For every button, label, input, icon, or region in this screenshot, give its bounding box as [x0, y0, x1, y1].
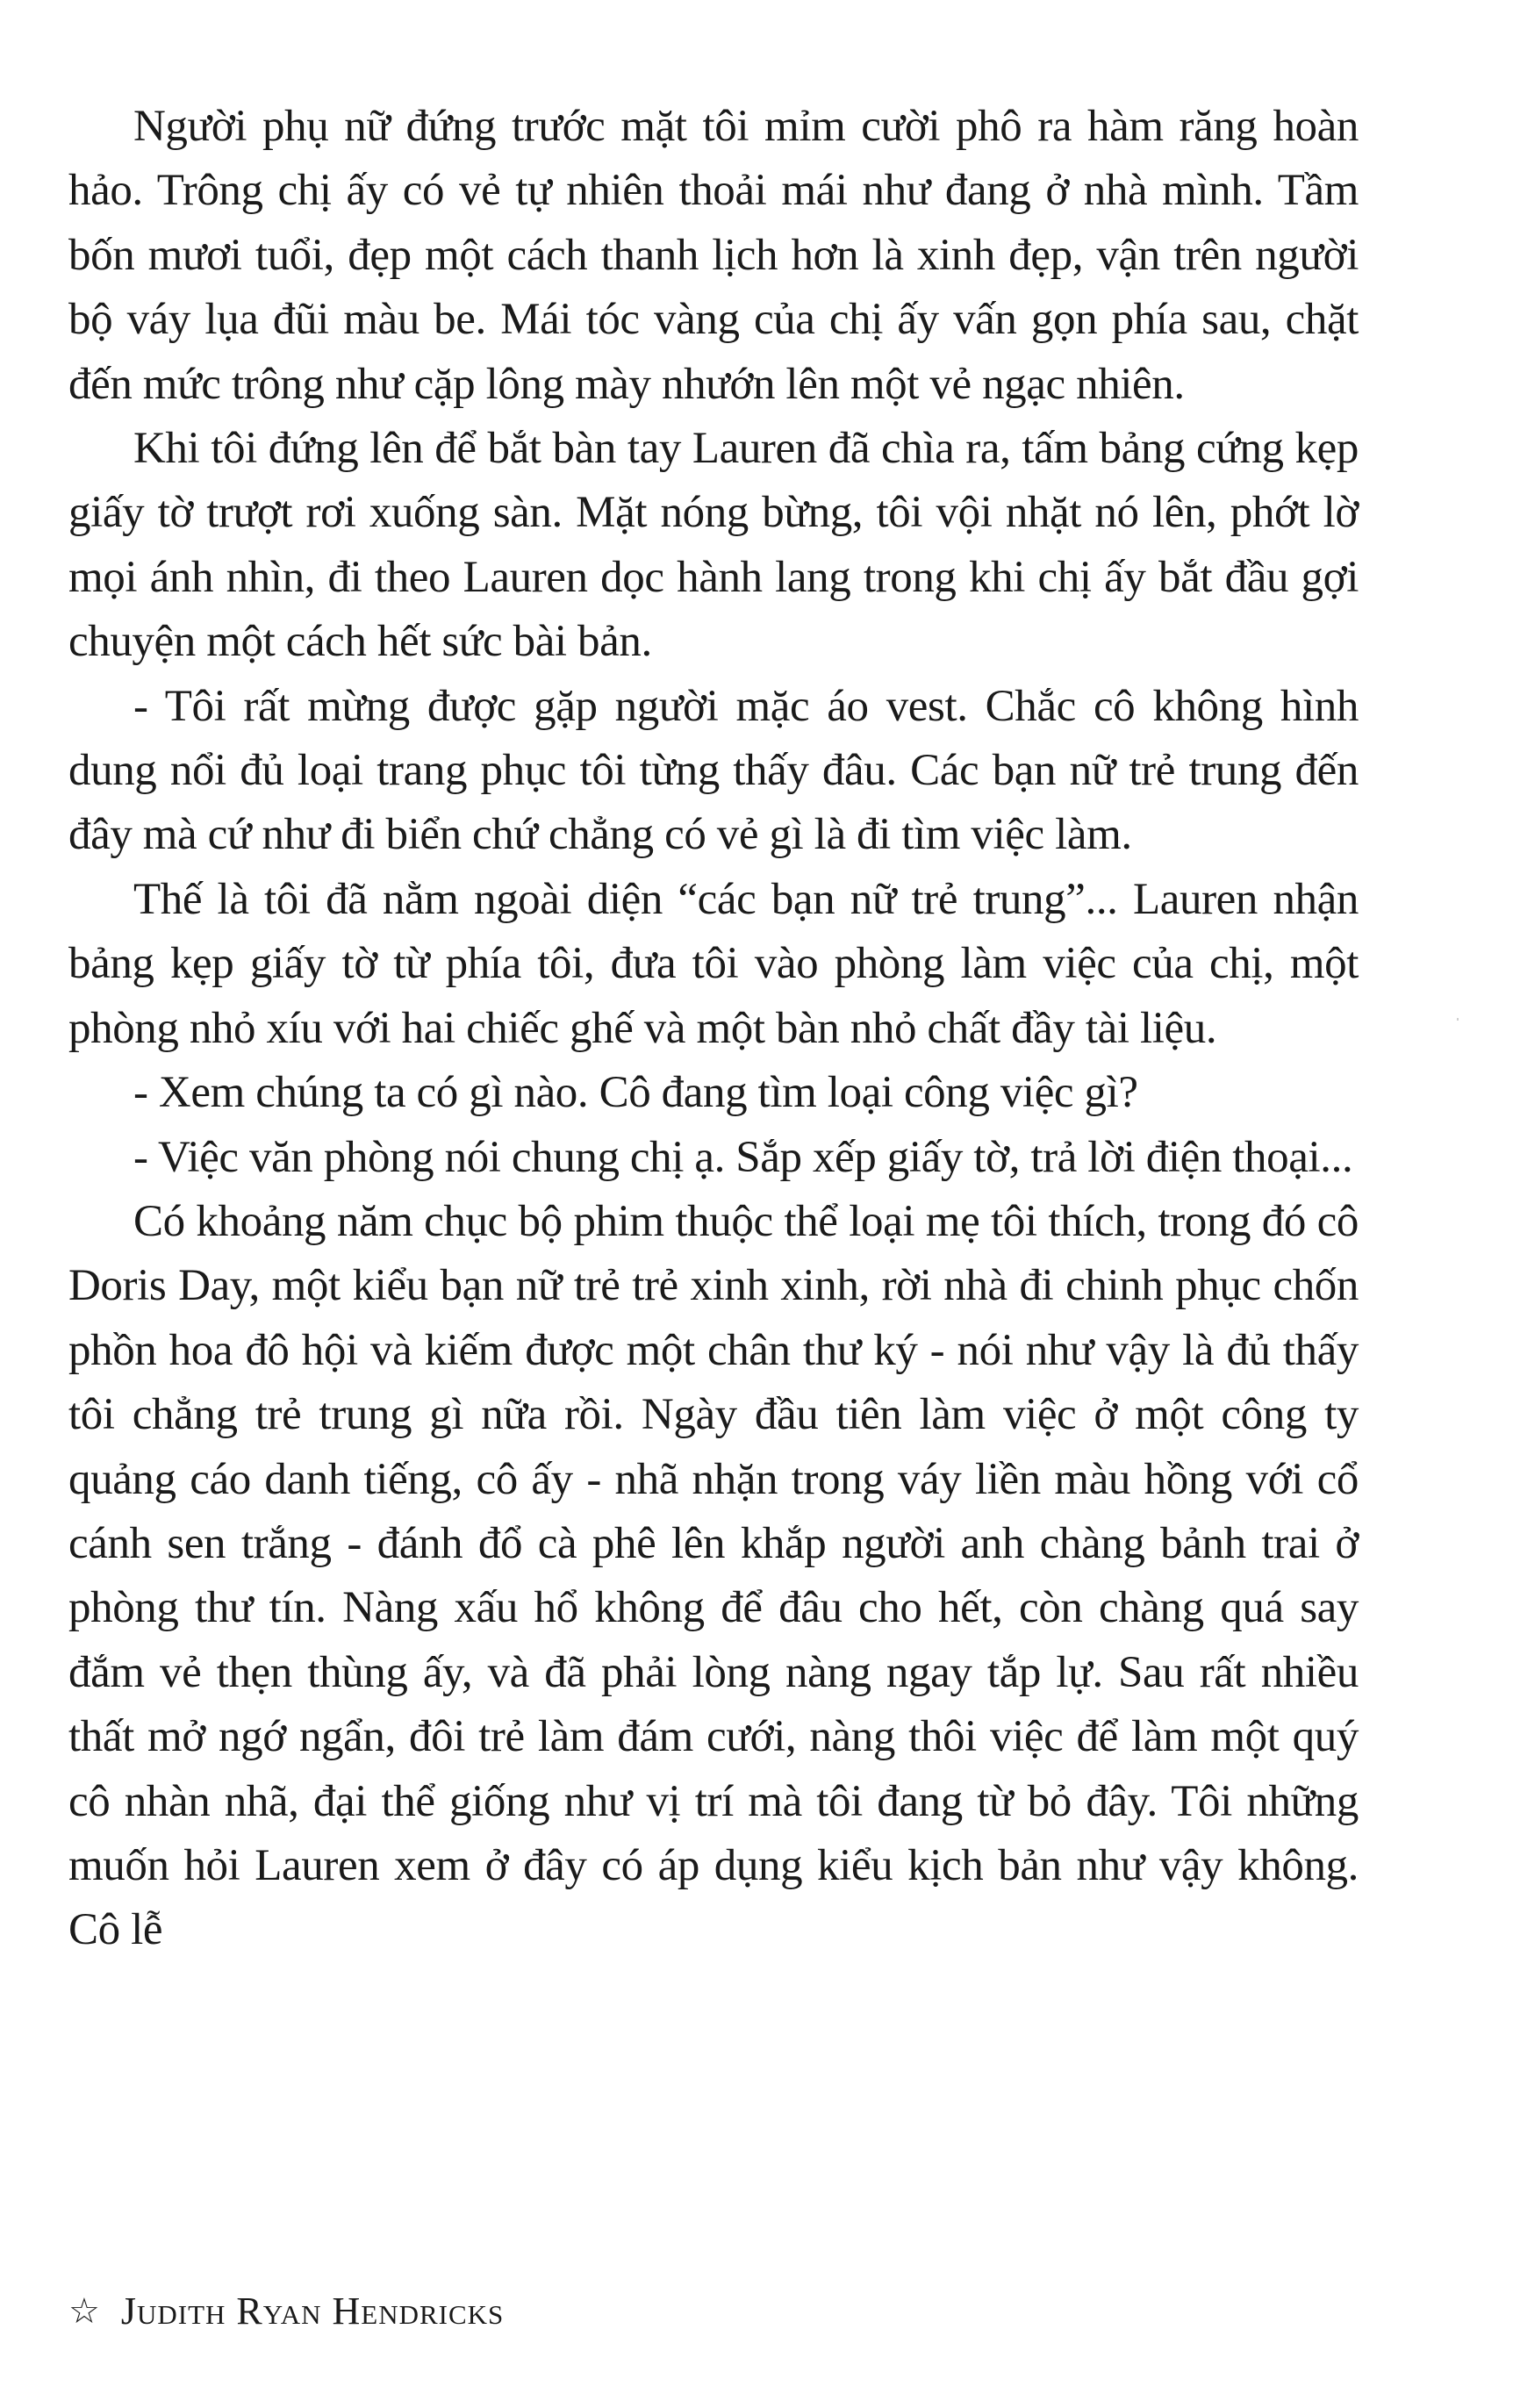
paragraph: - Việc văn phòng nói chung chị ạ. Sắp xếp giấy tờ, trả lời điện thoại... [133, 1132, 1353, 1182]
body-text [68, 95, 1359, 1963]
paragraph: - Xem chúng ta có gì nào. Cô đang tìm loại công việc gì? [133, 1068, 1138, 1118]
paragraph: Người phụ nữ đứng trước mặt tôi mỉm cười phô ra hàm răng hoàn hảo. Trông chị ấy có vẻ tự nhiên thoải mái như đang ở nhà mình. Tầm bốn mươi tuổi, đẹp một cách thanh lịch hơn là xinh đẹp, vận trên người bộ váy lụa đũi màu be. Mái tóc vàng của chị ấy vấn gọn phía sau, chặt đến mức trông như cặp lông mày nhướn lên một vẻ ngạc nhiên. [68, 102, 1359, 409]
paragraph: Khi tôi đứng lên để bắt bàn tay Lauren đã chìa ra, tấm bảng cứng kẹp giấy tờ trượt rơi xuống sàn. Mặt nóng bừng, tôi vội nhặt nó lên, phớt lờ mọi ánh nhìn, đi theo Lauren dọc hành lang trong khi chị ấy bắt đầu gợi chuyện một cách hết sức bài bản. [68, 424, 1359, 667]
paragraph: - Tôi rất mừng được gặp người mặc áo vest. Chắc cô không hình dung nổi đủ loại trang phục tôi từng thấy đâu. Các bạn nữ trẻ trung đến đây mà cứ như đi biển chứ chẳng có vẻ gì là đi tìm việc làm. [68, 681, 1359, 860]
page-footer [68, 2289, 504, 2333]
paragraph: Thế là tôi đã nằm ngoài diện “các bạn nữ trẻ trung”... Lauren nhận bảng kẹp giấy tờ từ phía tôi, đưa tôi vào phòng làm việc của chị, một phòng nhỏ xíu với hai chiếc ghế và một bàn nhỏ chất đầy tài liệu. [68, 874, 1359, 1053]
paragraph: Có khoảng năm chục bộ phim thuộc thể loại mẹ tôi thích, trong đó cô Doris Day, một kiểu bạn nữ trẻ trẻ xinh xinh, rời nhà đi chinh phục chốn phồn hoa đô hội và kiếm được một chân thư ký - nói như vậy là đủ thấy tôi chẳng trẻ trung gì nữa rồi. Ngày đầu tiên làm việc ở một công ty quảng cáo danh tiếng, cô ấy - nhã nhặn trong váy liền màu hồng với cổ cánh sen trắng - đánh đổ cà phê lên khắp người anh chàng bảnh trai ở phòng thư tín. Nàng xấu hổ không để đâu cho hết, còn chàng quá say đắm vẻ thẹn thùng ấy, và đã phải lòng nàng ngay tắp lự. Sau rất nhiều thất mở ngớ ngẩn, đôi trẻ làm đám cưới, nàng thôi việc để làm một quý cô nhàn nhã, đại thể giống như vị trí mà tôi đang từ bỏ đây. Tôi những muốn hỏi Lauren xem ở đây có áp dụng kiểu kịch bản như vậy không. Cô lễ [68, 1196, 1359, 1955]
running-head-author: Judith Ryan Hendricks [120, 2290, 505, 2333]
star-outline-icon: ☆ [68, 2290, 100, 2332]
margin-speck [1457, 1018, 1459, 1021]
